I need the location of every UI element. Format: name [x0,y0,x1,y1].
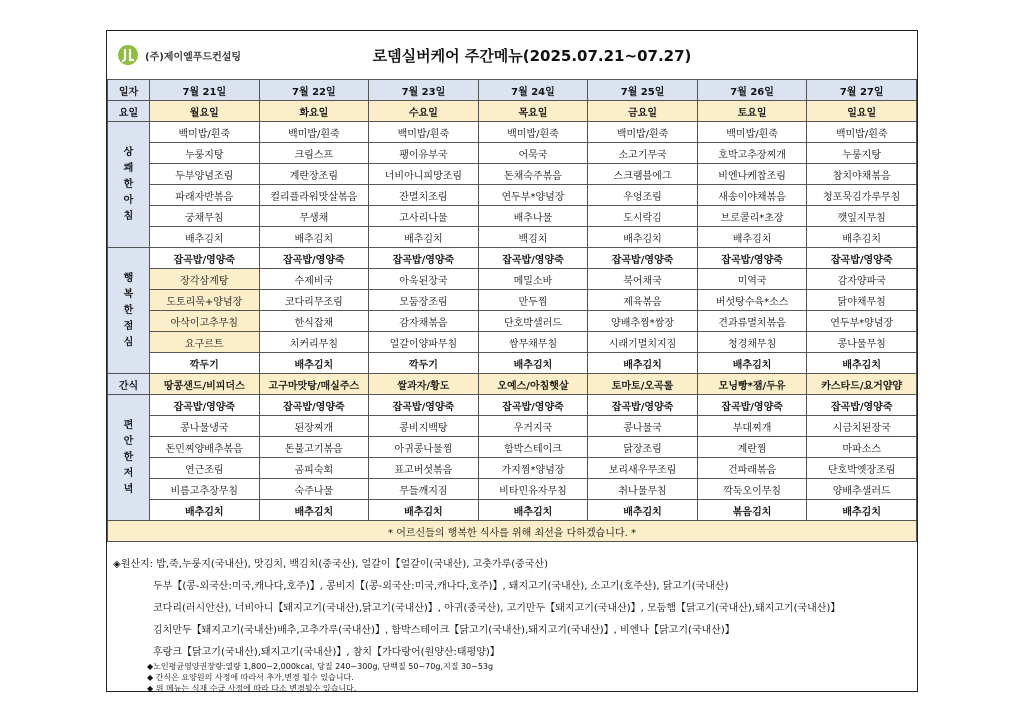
meal-row [108,185,917,206]
menu-item: 잡곡밥/영양죽 [150,248,260,269]
menu-item: 스크램블에그 [588,164,698,185]
note-row [108,521,917,542]
meal-row [108,353,917,374]
menu-item: 단호박옛장조림 [807,458,917,479]
menu-item: 잡곡밥/영양죽 [259,395,369,416]
menu-item: 콩나물국 [588,416,698,437]
menu-item: 배추김치 [478,500,588,521]
menu-item: 누룽지탕 [150,143,260,164]
date-cell: 7월 21일 [150,80,260,101]
menu-item: 아욱된장국 [369,269,479,290]
menu-item: 백미밥/흰죽 [259,122,369,143]
snack-item: 땅콩샌드/비피더스 [150,374,260,395]
menu-item: 닭장조림 [588,437,698,458]
menu-item: 잡곡밥/영양죽 [478,248,588,269]
snack-label: 간식 [108,374,150,395]
menu-item: 모둠장조림 [369,290,479,311]
menu-item: 비름고추장무침 [150,479,260,500]
day-cell: 화요일 [259,101,369,122]
menu-item: 콩비지백탕 [369,416,479,437]
day-cell: 월요일 [150,101,260,122]
meal-row [108,206,917,227]
menu-item: 콩나물냉국 [150,416,260,437]
day-cell: 토요일 [697,101,807,122]
menu-item: 가지찜*양념장 [478,458,588,479]
menu-item: 돈채숙주볶음 [478,164,588,185]
meal-row [108,269,917,290]
date-cell: 7월 27일 [807,80,917,101]
menu-item: 무생채 [259,206,369,227]
meal-label [108,395,150,521]
menu-item: 수제비국 [259,269,369,290]
menu-item: 건파래볶음 [697,458,807,479]
menu-item: 백미밥/흰죽 [478,122,588,143]
menu-item: 곰피숙회 [259,458,369,479]
day-cell: 금요일 [588,101,698,122]
menu-item: 배추김치 [588,500,698,521]
menu-item: 배추김치 [807,500,917,521]
day-row [108,101,917,122]
menu-item: 보리새우무조림 [588,458,698,479]
menu-item: 파래자반볶음 [150,185,260,206]
menu-item: 청포묵김가루무침 [807,185,917,206]
menu-item: 백미밥/흰죽 [150,122,260,143]
menu-item: 고사리나물 [369,206,479,227]
sheet-header [107,31,917,80]
menu-sheet [106,30,918,692]
menu-item: 배추김치 [150,227,260,248]
snack-item: 쌀과자/황도 [369,374,479,395]
meal-row [108,458,917,479]
menu-item: 궁채무침 [150,206,260,227]
menu-item: 배추김치 [807,353,917,374]
menu-item: 숙주나물 [259,479,369,500]
meal-label-char: 상 [123,146,134,158]
menu-item: 계란장조림 [259,164,369,185]
menu-item: 배추김치 [478,353,588,374]
snack-item: 토마토/오곡롤 [588,374,698,395]
menu-item: 잡곡밥/영양죽 [369,395,479,416]
menu-item: 감자채볶음 [369,311,479,332]
menu-item: 아귀콩나물찜 [369,437,479,458]
menu-item: 양배추샐러드 [807,479,917,500]
menu-item: 깍두기 [150,353,260,374]
menu-item: 돈불고기볶음 [259,437,369,458]
menu-item: 배추김치 [259,500,369,521]
menu-item: 배추김치 [369,227,479,248]
menu-item: 백미밥/흰죽 [588,122,698,143]
menu-item: 컬리플라워맛살볶음 [259,185,369,206]
menu-item: 된장찌개 [259,416,369,437]
meal-row [108,122,917,143]
meal-label-char: 복 [123,288,134,300]
menu-item: 백미밥/흰죽 [807,122,917,143]
menu-item: 너비아니피망조림 [369,164,479,185]
weekly-menu-table [107,79,917,542]
page-title: 로뎀실버케어 주간메뉴(2025.07.21~07.27) [372,47,692,65]
menu-item: 얼갈이양파무침 [369,332,479,353]
menu-item: 쌈무채무침 [478,332,588,353]
meal-row [108,479,917,500]
menu-item: 아삭이고추무침 [150,311,260,332]
date-cell: 7월 25일 [588,80,698,101]
menu-item: 깻잎지무침 [807,206,917,227]
menu-item: 견과류멸치볶음 [697,311,807,332]
snack-item: 오예스/아침햇살 [478,374,588,395]
menu-item: 우엉조림 [588,185,698,206]
date-label: 일자 [108,80,150,101]
meal-row [108,311,917,332]
menu-item: 브로콜리*초장 [697,206,807,227]
menu-item: 잡곡밥/영양죽 [478,395,588,416]
meal-row [108,290,917,311]
meal-row [108,437,917,458]
day-cell: 수요일 [369,101,479,122]
menu-item: 배추김치 [588,353,698,374]
menu-item: 배추김치 [369,500,479,521]
day-label: 요일 [108,101,150,122]
menu-item: 양배추찜*쌈장 [588,311,698,332]
meal-row [108,332,917,353]
menu-item: 제육볶음 [588,290,698,311]
date-cell: 7월 24일 [478,80,588,101]
meal-label-char: 안 [123,435,134,447]
meal-label-char: 심 [123,336,134,348]
meal-row [108,248,917,269]
menu-item: 잡곡밥/영양죽 [259,248,369,269]
meal-row [108,164,917,185]
menu-item: 미역국 [697,269,807,290]
menu-item: 표고버섯볶음 [369,458,479,479]
menu-item: 단호박샐러드 [478,311,588,332]
meal-label-char: 편 [123,419,134,431]
meal-label-char: 쾌 [123,162,134,174]
date-row [108,80,917,101]
snack-note: ◆ 간식은 요양원의 사정에 따라서 추가,변경 될수 있습니다. [147,673,354,682]
origin-line: 김치만두【돼지고기(국내산)배추,고추가루(국내산)】, 함박스테이크【닭고기(국내산),돼지고기(국내산)】, 비엔나【닭고기(국내산)】 [153,625,735,636]
menu-item: 마파소스 [807,437,917,458]
menu-item: 닭야채무침 [807,290,917,311]
menu-item: 부대찌개 [697,416,807,437]
menu-item: 요구르트 [150,332,260,353]
menu-item: 돈민찌양배추볶음 [150,437,260,458]
company-name: (주)제이엘푸드컨설팅 [145,52,242,63]
menu-item: 취나물무침 [588,479,698,500]
menu-item: 비엔나케찹조림 [697,164,807,185]
origin-info [107,549,917,693]
menu-item: 무들깨지짐 [369,479,479,500]
meal-label-char: 녁 [123,483,134,495]
menu-item: 소고기무국 [588,143,698,164]
snack-item: 모닝빵*잼/두유 [697,374,807,395]
menu-item: 도시락김 [588,206,698,227]
menu-item: 우거지국 [478,416,588,437]
menu-item: 배추김치 [259,353,369,374]
menu-item: 한식잡채 [259,311,369,332]
meal-row [108,500,917,521]
meal-label-char: 점 [123,320,134,332]
menu-item: 코다리무조림 [259,290,369,311]
menu-item: 잡곡밥/영양죽 [807,248,917,269]
snack-item: 고구마맛탕/매실주스 [259,374,369,395]
menu-item: 연두부*양념장 [478,185,588,206]
menu-item: 볶음김치 [697,500,807,521]
menu-item: 새송이야채볶음 [697,185,807,206]
menu-item: 배추김치 [697,227,807,248]
menu-item: 백김치 [478,227,588,248]
menu-item: 연두부*양념장 [807,311,917,332]
meal-label-char: 아 [123,194,134,206]
origin-line: ◈원산지: 밥,죽,누룽지(국내산), 맛김치, 백김치(중국산), 얼갈이【얼갈이(국내산), 고춧가루(중국산) [113,559,548,570]
menu-item: 버섯탕수육*소스 [697,290,807,311]
menu-item: 배추김치 [588,227,698,248]
menu-item: 깍둑오이무침 [697,479,807,500]
date-cell: 7월 26일 [697,80,807,101]
origin-line: 코다리(러시안산), 너비아니【돼지고기(국내산),닭고기(국내산)】, 아귀(중국산), 고기만두【돼지고기(국내산)】, 모둠햄【닭고기(국내산),돼지고기(국내산)】 [153,603,841,614]
menu-item: 비타민유자무침 [478,479,588,500]
change-note: ◆ 위 메뉴는 식재 수급 사정에 따라 다소 변경될수 있습니다. [147,684,357,693]
date-cell: 7월 23일 [369,80,479,101]
menu-item: 치커리무침 [259,332,369,353]
menu-item: 연근조림 [150,458,260,479]
menu-item: 배추김치 [807,227,917,248]
meal-label-char: 침 [123,210,134,222]
menu-item: 잡곡밥/영양죽 [588,248,698,269]
meal-label-char: 저 [123,467,134,479]
menu-item: 어묵국 [478,143,588,164]
menu-item: 북어채국 [588,269,698,290]
footer-note: * 어르신들의 행복한 식사를 위해 최선을 다하겠습니다. * [108,521,917,542]
origin-line: 후랑크【닭고기(국내산),돼지고기(국내산)】, 참치【가다랑어(원양산:태평양)】 [153,647,500,658]
menu-item: 팽이유부국 [369,143,479,164]
menu-item: 백미밥/흰죽 [369,122,479,143]
meal-row [108,395,917,416]
meal-label [108,248,150,374]
menu-item: 백미밥/흰죽 [697,122,807,143]
menu-item: 호박고추장찌개 [697,143,807,164]
menu-item: 감자양파국 [807,269,917,290]
meal-row [108,416,917,437]
menu-item: 깍두기 [369,353,479,374]
menu-item: 배추나물 [478,206,588,227]
menu-item: 메밀소바 [478,269,588,290]
snack-row [108,374,917,395]
menu-item: 콩나물무침 [807,332,917,353]
menu-item: 장각삼계탕 [150,269,260,290]
snack-item: 카스타드/요거얌얌 [807,374,917,395]
meal-label [108,122,150,248]
menu-item: 잡곡밥/영양죽 [369,248,479,269]
meal-label-char: 한 [123,304,134,316]
meal-label-char: 행 [123,272,134,284]
menu-item: 시금치된장국 [807,416,917,437]
menu-item: 잡곡밥/영양죽 [697,248,807,269]
menu-item: 도토리묵+양념장 [150,290,260,311]
menu-item: 만두찜 [478,290,588,311]
menu-item: 잡곡밥/영양죽 [807,395,917,416]
menu-item: 계란찜 [697,437,807,458]
menu-item: 누룽지탕 [807,143,917,164]
menu-item: 잡곡밥/영양죽 [697,395,807,416]
menu-item: 시래기멸치지짐 [588,332,698,353]
day-cell: 목요일 [478,101,588,122]
meal-label-char: 한 [123,451,134,463]
menu-item: 잡곡밥/영양죽 [588,395,698,416]
menu-item: 함박스테이크 [478,437,588,458]
menu-item: 청경채무침 [697,332,807,353]
menu-item: 참치야채볶음 [807,164,917,185]
menu-item: 두부양념조림 [150,164,260,185]
date-cell: 7월 22일 [259,80,369,101]
day-cell: 일요일 [807,101,917,122]
meal-label-char: 한 [123,178,134,190]
menu-item: 배추김치 [150,500,260,521]
menu-item: 크림스프 [259,143,369,164]
menu-item: 잔멸치조림 [369,185,479,206]
menu-item: 잡곡밥/영양죽 [150,395,260,416]
nutrition-note: ◆노인평균영양권장량:열량 1,800~2,000kcal, 당질 240~300g, 단백질 50~70g,지질 30~53g [147,662,494,671]
meal-row [108,143,917,164]
menu-item: 배추김치 [697,353,807,374]
menu-item: 배추김치 [259,227,369,248]
meal-row [108,227,917,248]
origin-line: 두부【(콩-외국산:미국,캐나다,호주)】, 콩비지【(콩-외국산:미국,캐나다,호주)】, 돼지고기(국내산), 소고기(호주산), 닭고기(국내산) [153,581,729,592]
